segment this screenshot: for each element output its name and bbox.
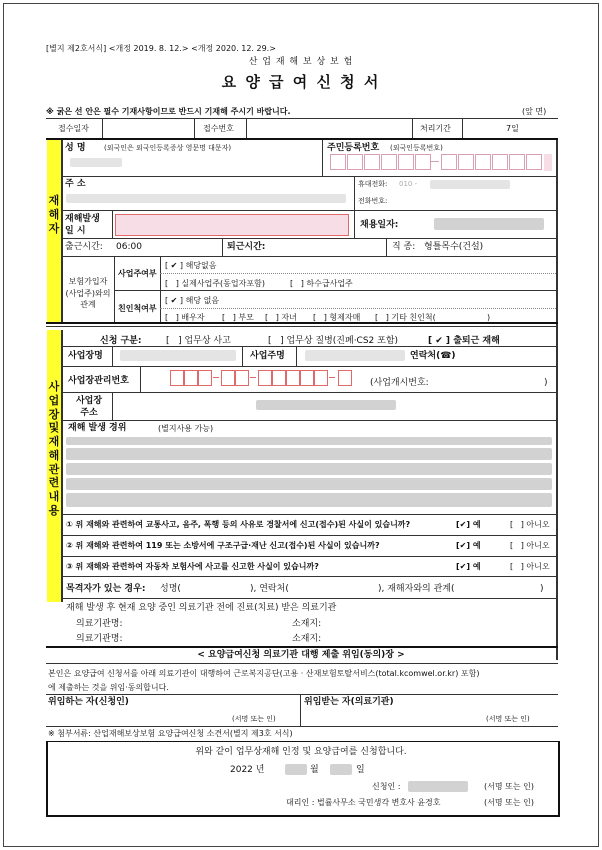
form-subtitle: 산 업 재 해 보 상 보 험 xyxy=(248,57,354,67)
agent-sign[interactable]: (서명 또는 인) xyxy=(484,798,534,807)
location-label-1: 소재지: xyxy=(292,619,322,629)
business-address-label: 사업장 주소 xyxy=(75,396,103,418)
question-insurance: ③ 위 재해와 관련하여 자동차 보험사에 사고를 신고한 사실이 있습니까? xyxy=(66,562,319,571)
hire-date-label: 채용일자: xyxy=(360,220,399,230)
leave-time-label: 퇴근시간: xyxy=(227,242,266,252)
mobile-value: 010 - xyxy=(399,180,418,188)
date-day: 일 xyxy=(356,765,365,775)
job-label: 직 종: xyxy=(392,242,416,252)
relative-question: 친인척여부 xyxy=(118,304,157,313)
relative-option-parent[interactable]: [ ] 부모 xyxy=(222,313,254,322)
accident-description-text[interactable] xyxy=(64,437,554,511)
delegation-text-1: 본인은 요양급여 신청서를 아래 의료기관이 대행하여 근로복지공단(고용 · 산재보험토탈서비스(total.kcomwel.or.kr) 포함) xyxy=(48,669,480,678)
accident-description-note: (별지사용 가능) xyxy=(158,424,214,433)
address-label: 주 소 xyxy=(65,179,86,189)
name-note: (외국인은 외국인등록증상 영문명 대문자) xyxy=(104,144,232,152)
registration-number-label: 사업장관리번호 xyxy=(68,376,129,386)
question-police: ① 위 재해와 관련하여 교통사고, 음주, 폭행 등의 사유로 경찰서에 신고(접수)된 사실이 있습니까? xyxy=(66,520,411,529)
accident-description-label: 재해 발생 경위 xyxy=(68,423,127,433)
delegator-label: 위임하는 자(신청인) xyxy=(48,697,129,707)
employer-option-none[interactable]: [ ✔ ] 해당없음 xyxy=(165,261,217,270)
fire-yes[interactable]: [✔] 예 xyxy=(456,541,481,550)
check-mark: ✔ xyxy=(459,520,467,529)
institution-label-2: 의료기관명: xyxy=(76,634,123,644)
employer-question: 사업주여부 xyxy=(118,269,157,278)
job-value: 형틀목수(건설) xyxy=(424,242,484,252)
start-time-label: 출근시간: xyxy=(65,242,103,252)
id-number-note: (외국인등록번호) xyxy=(390,144,443,152)
check-mark: ✔ xyxy=(170,261,178,270)
business-section-title: 사업장 및 재해 관련 내용 xyxy=(48,380,60,517)
witness-close: ) xyxy=(540,584,544,594)
applicant-label: 신청인 : xyxy=(372,782,401,791)
agent-label: 대리인 : 법률사무소 국민생각 변호사 윤경호 xyxy=(286,798,441,807)
police-no[interactable]: [ ] 아니오 xyxy=(510,520,550,529)
attachment-note: ※ 첨부서류: 산업재해보상보험 요양급여신청 소견서(별지 제3호 서식) xyxy=(48,729,293,738)
company-name-label: 사업장명 xyxy=(68,351,103,361)
relative-option-other[interactable]: [ ] 기타 친인척( xyxy=(375,313,436,322)
business-address-value xyxy=(256,400,396,410)
mobile-label: 휴대전화: xyxy=(358,180,388,188)
relative-option-child[interactable]: [ ] 자녀 xyxy=(265,313,297,322)
institution-label-1: 의료기관명: xyxy=(76,619,123,629)
accident-datetime-label: 재해발생 일 시 xyxy=(65,214,100,236)
name-value xyxy=(70,158,122,167)
delegation-title: < 요양급여신청 의료기관 대행 제출 위임(동의)장 > xyxy=(197,650,405,660)
declaration-text: 위와 같이 업무상재해 인정 및 요양급여를 신청합니다. xyxy=(195,747,407,757)
business-contact-label: 연락처(☎) xyxy=(410,351,456,361)
receipt-date-label: 접수일자 xyxy=(58,124,89,133)
delegatee-label: 위임받는 자(의료기관) xyxy=(304,697,394,707)
business-start-number-label: (사업개시번호: xyxy=(370,378,429,388)
page-side: (앞 면) xyxy=(522,107,547,116)
mobile-number-blurred xyxy=(430,180,510,189)
form-reference: [별지 제2호서식] <개정 2019. 8. 12.> <개정 2020. 12. 29.> xyxy=(46,44,276,53)
processing-period-label: 처리기간 xyxy=(420,124,451,133)
business-owner-label: 사업주명 xyxy=(250,351,285,361)
type-option-commute[interactable]: [ ✔ ] 출퇴근 재해 xyxy=(428,336,500,346)
check-mark: ✔ xyxy=(459,562,467,571)
insurance-no[interactable]: [ ] 아니오 xyxy=(510,562,550,571)
question-119: ② 위 재해와 관련하여 119 또는 소방서에 구조구급·재난 신고(접수)된 사실이 있습니까? xyxy=(66,541,380,550)
processing-period-value: 7일 xyxy=(506,124,519,133)
business-start-number-close: ) xyxy=(544,378,548,388)
witness-relation: ), 재해자와의 관계( xyxy=(378,584,455,594)
applicant-name xyxy=(408,781,468,792)
employer-option-actual[interactable]: [ ] 실제사업주(동업자포함) xyxy=(165,279,265,288)
fire-no[interactable]: [ ] 아니오 xyxy=(510,541,550,550)
application-type-label: 신청 구분: xyxy=(100,336,142,346)
date-month: 월 xyxy=(310,765,319,775)
type-option-accident[interactable]: [ ] 업무상 사고 xyxy=(166,336,231,346)
check-mark: ✔ xyxy=(459,541,467,550)
date-day-value xyxy=(330,764,352,775)
hire-date-value xyxy=(434,218,544,230)
relative-option-close: ) xyxy=(487,313,491,322)
witness-contact: ), 연락처( xyxy=(250,584,289,594)
registration-number-boxes[interactable] xyxy=(170,370,366,388)
delegator-sign[interactable]: (서명 또는 인) xyxy=(232,715,276,723)
check-mark: ✔ xyxy=(170,296,178,305)
delegation-text-2: 에 제출하는 것을 위임·동의합니다. xyxy=(48,683,169,692)
id-number-label: 주민등록번호 xyxy=(327,143,380,153)
company-name-value xyxy=(120,350,236,361)
id-number-boxes[interactable] xyxy=(330,154,552,172)
witness-name: 성명( xyxy=(160,584,181,594)
relative-option-none[interactable]: [ ✔ ] 해당 없음 xyxy=(165,296,220,305)
previous-treatment-label: 재해 발생 후 현재 요양 중인 의료기관 전에 진료(치료) 받은 의료기관 xyxy=(66,603,337,613)
applicant-sign[interactable]: (서명 또는 인) xyxy=(484,782,534,791)
check-mark: ✔ xyxy=(435,336,443,346)
date-year: 2022 년 xyxy=(230,765,265,775)
phone-label: 전화번호: xyxy=(358,197,388,205)
insurance-yes[interactable]: [✔] 예 xyxy=(456,562,481,571)
witness-label: 목격자가 있는 경우: xyxy=(66,584,146,594)
page-title: 요 양 급 여 신 청 서 xyxy=(221,73,381,91)
start-time-value: 06:00 xyxy=(116,242,142,252)
required-note: ※ 굵은 선 안은 필수 기재사항이므로 반드시 기재해 주시기 바랍니다. xyxy=(46,107,291,116)
relation-label: 보험가입자 (사업주)와의 관계 xyxy=(65,277,111,310)
type-option-disease[interactable]: [ ] 업무상 질병(진폐·CS2 포함) xyxy=(268,336,399,346)
relative-option-spouse[interactable]: [ ] 배우자 xyxy=(165,313,205,322)
relative-option-sibling[interactable]: [ ] 형제자매 xyxy=(313,313,361,322)
police-yes[interactable]: [✔] 예 xyxy=(456,520,481,529)
accident-datetime-field[interactable] xyxy=(115,214,349,236)
name-label: 성 명 xyxy=(65,143,86,153)
worker-section-title: 재해자 xyxy=(48,194,60,235)
location-label-2: 소재지: xyxy=(292,634,322,644)
employer-option-subcontractor[interactable]: [ ] 하수급사업주 xyxy=(290,279,353,288)
business-owner-value xyxy=(305,350,405,361)
address-value xyxy=(66,194,346,203)
delegatee-sign[interactable]: (서명 또는 인) xyxy=(486,715,530,723)
receipt-number-label: 접수번호 xyxy=(203,124,234,133)
date-month-value xyxy=(285,764,307,775)
